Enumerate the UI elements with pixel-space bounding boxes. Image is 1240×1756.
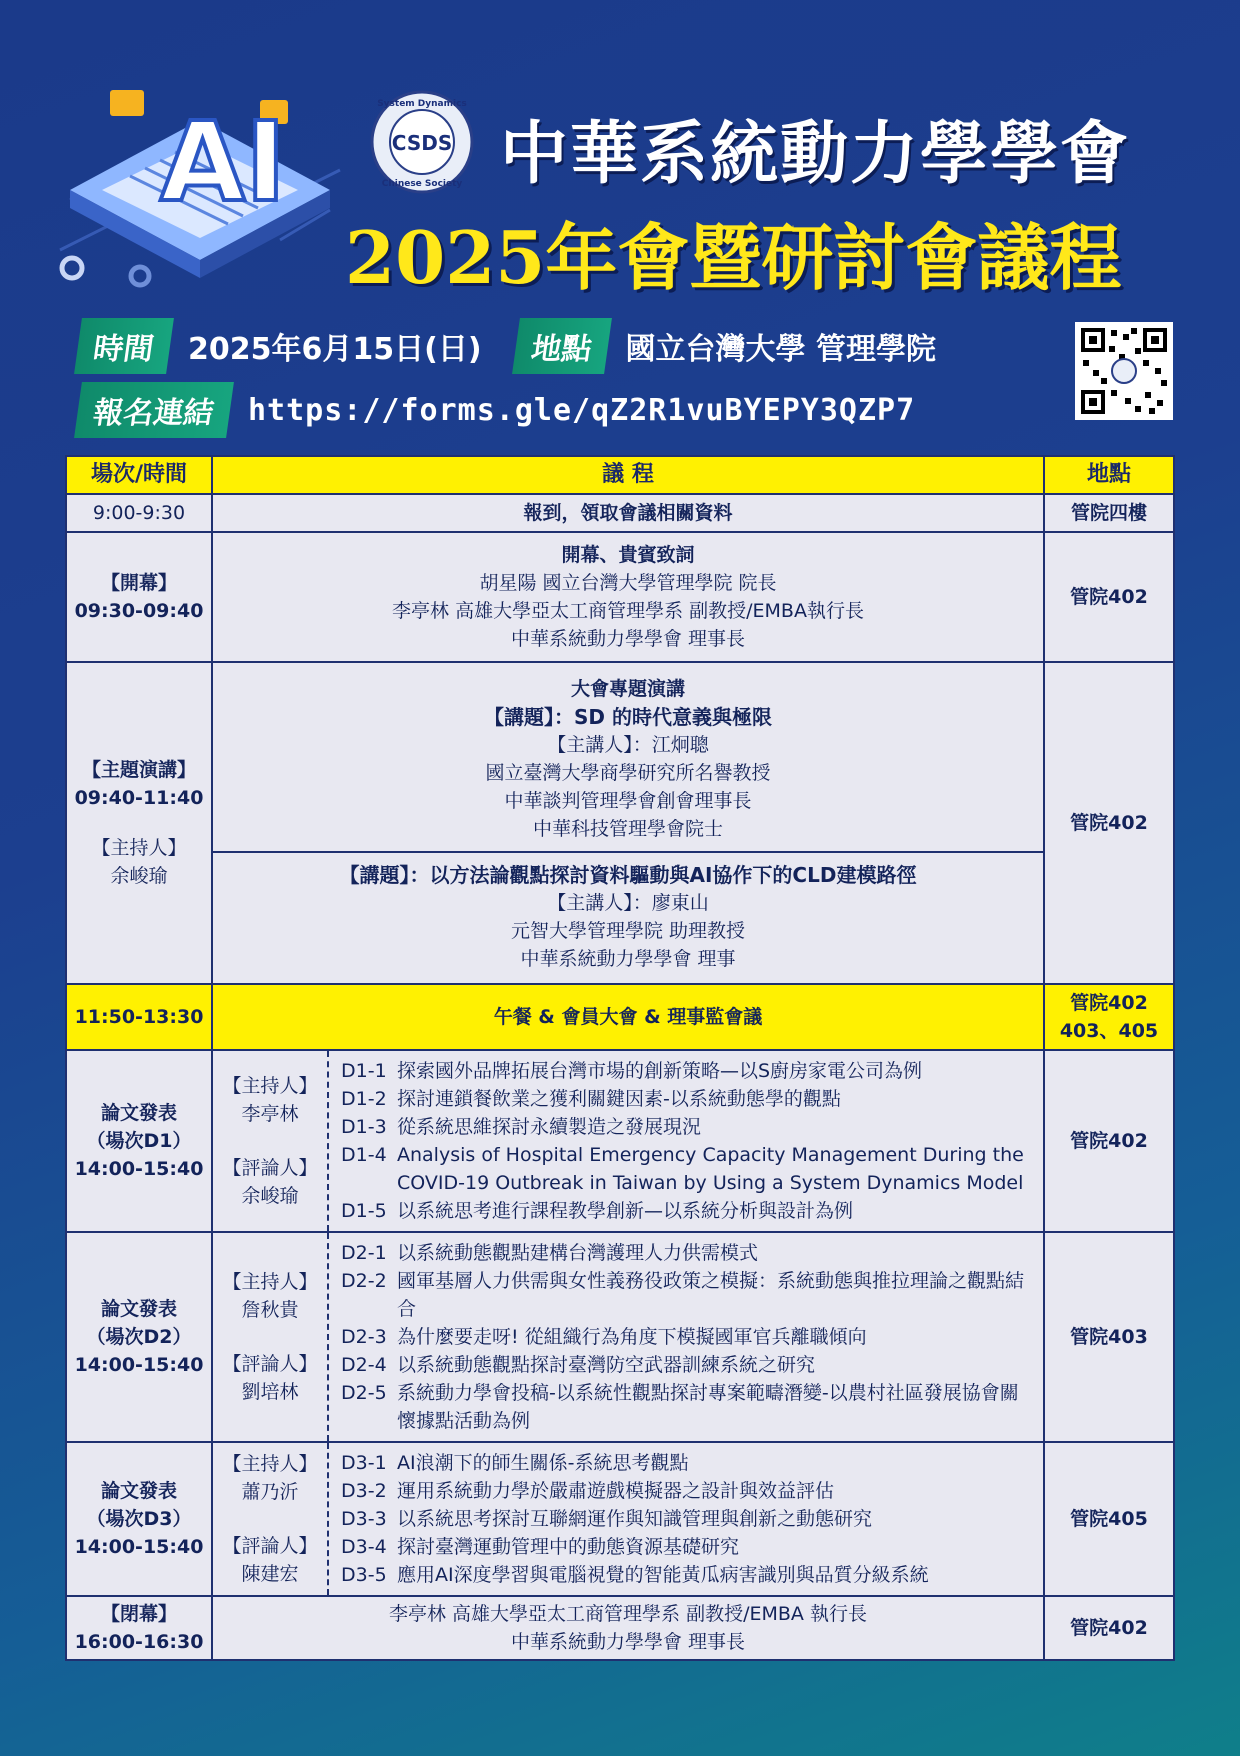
closing-content	[212, 1596, 1044, 1660]
paper-item	[341, 1057, 1035, 1085]
closing-line: 中華系統動力學學會 理事長	[510, 1631, 746, 1653]
paper-item	[341, 1379, 1035, 1435]
session-title: 論文發表	[100, 1480, 177, 1502]
paper-item	[341, 1239, 1035, 1267]
header-place: 地點	[1044, 456, 1174, 494]
time-value: 2025年6月15日(日)	[188, 332, 482, 367]
agenda-table	[65, 455, 1175, 1661]
keynote-line: 中華科技管理學會院士	[532, 818, 723, 840]
paper-code: D1-4	[341, 1144, 387, 1166]
paper-title: 探討連鎖餐飲業之獲利關鍵因素-以系統動態學的觀點	[397, 1088, 841, 1110]
event-title: 2025年會暨研討會議程	[345, 215, 1122, 300]
paper-title: 探索國外品牌拓展台灣市場的創新策略—以S廚房家電公司為例	[397, 1060, 923, 1082]
paper-list	[329, 1233, 1043, 1441]
keynote-host: 余峻瑜	[110, 865, 168, 887]
paper-code: D3-1	[341, 1452, 387, 1474]
place-label: 地點	[512, 318, 612, 374]
host-name: 詹秋貴	[241, 1299, 299, 1321]
table-header-row	[66, 456, 1174, 494]
paper-code: D2-4	[341, 1354, 387, 1376]
paper-list	[329, 1443, 1043, 1595]
paper-item	[341, 1561, 1035, 1589]
host-name: 蕭乃沂	[241, 1481, 299, 1503]
keynote-line: 中華系統動力學學會 理事	[520, 948, 736, 970]
ai-badge-text: AI	[160, 98, 287, 226]
paper-item	[341, 1323, 1035, 1351]
session-time: 14:00-15:40	[74, 1158, 204, 1180]
opening-line: 李亭林 高雄大學亞太工商管理學系 副教授/EMBA執行長	[392, 600, 864, 622]
paper-title: 應用AI深度學習與電腦視覺的智能黃瓜病害識別與品質分級系統	[397, 1564, 929, 1586]
keynote-place: 管院402	[1044, 662, 1174, 984]
table-row-session-d1	[66, 1050, 1174, 1232]
keynote-speaker-2: 【主講人】：廖東山	[547, 892, 709, 914]
keynote-content	[212, 662, 1044, 984]
paper-title: 以系統動態觀點建構台灣護理人力供需模式	[397, 1242, 759, 1264]
session-time-cell	[66, 1232, 212, 1442]
paper-item	[341, 1449, 1035, 1477]
paper-title: 以系統動態觀點探討臺灣防空武器訓練系統之研究	[397, 1354, 816, 1376]
session-roles	[213, 1233, 329, 1441]
session-time-cell	[66, 1050, 212, 1232]
paper-title: 系統動力學會投稿-以系統性觀點探討專案範疇潛變-以農村社區發展協會關懷據點活動為例	[397, 1382, 1019, 1432]
paper-item	[341, 1351, 1035, 1379]
session-roles	[213, 1443, 329, 1595]
table-row-checkin	[66, 494, 1174, 532]
closing-time: 16:00-16:30	[74, 1631, 204, 1653]
paper-item	[341, 1533, 1035, 1561]
paper-code: D3-2	[341, 1480, 387, 1502]
closing-tag: 【閉幕】	[100, 1603, 177, 1625]
paper-title: AI浪潮下的師生關係-系統思考觀點	[397, 1452, 689, 1474]
keynote-time-cell	[66, 662, 212, 984]
paper-code: D1-1	[341, 1060, 387, 1082]
session-title: 論文發表	[100, 1102, 177, 1124]
closing-line: 李亭林 高雄大學亞太工商管理學系 副教授/EMBA 執行長	[389, 1603, 867, 1625]
lunch-content: 午餐 & 會員大會 & 理事監會議	[212, 984, 1044, 1050]
registration-row	[78, 382, 915, 438]
paper-item	[341, 1505, 1035, 1533]
session-time: 14:00-15:40	[74, 1354, 204, 1376]
session-label: （場次D3）	[86, 1508, 192, 1530]
paper-code: D3-5	[341, 1564, 387, 1586]
paper-item	[341, 1197, 1035, 1225]
reviewer-tag: 【評論人】	[222, 1353, 318, 1375]
opening-title: 開幕、貴賓致詞	[561, 544, 695, 566]
paper-code: D2-3	[341, 1326, 387, 1348]
paper-item	[341, 1085, 1035, 1113]
opening-tag: 【開幕】	[100, 572, 177, 594]
csds-logo-ring-bottom: Chinese Society	[381, 179, 463, 189]
session-time-cell	[66, 1442, 212, 1596]
keynote-tag: 【主題演講】	[81, 759, 196, 781]
header-agenda: 議 程	[212, 456, 1044, 494]
paper-item	[341, 1141, 1035, 1197]
opening-time: 09:30-09:40	[74, 600, 204, 622]
host-tag: 【主持人】	[222, 1075, 318, 1097]
session-time: 14:00-15:40	[74, 1536, 204, 1558]
organization-name: 中華系統動力學學會	[500, 114, 1131, 194]
keynote-line: 中華談判管理學會創會理事長	[504, 790, 752, 812]
keynote-talk-1	[213, 663, 1043, 853]
csds-logo-ring-top: System Dynamics	[377, 99, 467, 109]
paper-code: D1-2	[341, 1088, 387, 1110]
paper-title: 運用系統動力學於嚴肅遊戲模擬器之設計與效益評估	[397, 1480, 835, 1502]
paper-item	[341, 1477, 1035, 1505]
paper-title: 為什麼要走呀! 從組織行為角度下模擬國軍官兵離職傾向	[397, 1326, 867, 1348]
paper-code: D2-2	[341, 1270, 387, 1292]
paper-title: 以系統思考探討互聯網運作與知識管理與創新之動態研究	[397, 1508, 873, 1530]
csds-logo-text: CSDS	[391, 131, 453, 155]
paper-title: 以系統思考進行課程教學創新—以系統分析與設計為例	[397, 1200, 854, 1222]
keynote-topic-1: 【講題】：SD 的時代意義與極限	[484, 705, 772, 729]
paper-title: 從系統思維探討永續製造之發展現況	[397, 1116, 702, 1138]
paper-title: Analysis of Hospital Emergency Capacity Management During the COVID-19 Outbreak in Taiwan by Using a System Dynamics Model	[397, 1144, 1024, 1194]
session-label: （場次D2）	[86, 1326, 192, 1348]
keynote-heading: 大會專題演講	[570, 678, 685, 700]
paper-list	[329, 1051, 1043, 1231]
paper-item	[341, 1113, 1035, 1141]
opening-line: 胡星陽 國立台灣大學管理學院 院長	[479, 572, 777, 594]
closing-place: 管院402	[1044, 1596, 1174, 1660]
ai-chip-illustration	[50, 50, 350, 290]
host-name: 李亭林	[241, 1103, 299, 1125]
opening-time-cell	[66, 532, 212, 662]
paper-code: D2-1	[341, 1242, 387, 1264]
paper-code: D1-3	[341, 1116, 387, 1138]
paper-code: D3-4	[341, 1536, 387, 1558]
paper-code: D2-5	[341, 1382, 387, 1404]
keynote-time: 09:40-11:40	[74, 787, 204, 809]
opening-place: 管院402	[1044, 532, 1174, 662]
session-content	[212, 1442, 1044, 1596]
opening-line: 中華系統動力學學會 理事長	[510, 628, 746, 650]
table-row-session-d2	[66, 1232, 1174, 1442]
reviewer-name: 余峻瑜	[241, 1185, 299, 1207]
paper-code: D1-5	[341, 1200, 387, 1222]
checkin-content: 報到，領取會議相關資料	[212, 494, 1044, 532]
keynote-line: 國立臺灣大學商學研究所名譽教授	[485, 762, 771, 784]
lunch-place-line: 403、405	[1059, 1020, 1159, 1042]
session-content	[212, 1232, 1044, 1442]
event-info-row	[78, 318, 936, 374]
lunch-place-line: 管院402	[1070, 992, 1148, 1014]
register-label: 報名連結	[74, 382, 234, 438]
qr-code[interactable]	[1075, 322, 1173, 420]
session-place: 管院405	[1044, 1442, 1174, 1596]
session-title: 論文發表	[100, 1298, 177, 1320]
header-time: 場次/時間	[66, 456, 212, 494]
closing-time-cell	[66, 1596, 212, 1660]
table-row-lunch	[66, 984, 1174, 1050]
paper-item	[341, 1267, 1035, 1323]
session-content	[212, 1050, 1044, 1232]
checkin-place: 管院四樓	[1044, 494, 1174, 532]
table-row-keynote	[66, 662, 1174, 984]
table-row-opening	[66, 532, 1174, 662]
keynote-host-tag: 【主持人】	[91, 837, 187, 859]
opening-content	[212, 532, 1044, 662]
session-place: 管院402	[1044, 1050, 1174, 1232]
paper-code: D3-3	[341, 1508, 387, 1530]
keynote-topic-2: 【講題】：以方法論觀點探討資料驅動與AI協作下的CLD建模路徑	[339, 863, 917, 887]
reviewer-name: 劉培林	[241, 1381, 299, 1403]
table-row-session-d3	[66, 1442, 1174, 1596]
table-row-closing	[66, 1596, 1174, 1660]
paper-title: 探討臺灣運動管理中的動態資源基礎研究	[397, 1536, 740, 1558]
keynote-speaker-1: 【主講人】：江炯聰	[547, 734, 709, 756]
session-place: 管院403	[1044, 1232, 1174, 1442]
keynote-line: 元智大學管理學院 助理教授	[510, 920, 746, 942]
session-label: （場次D1）	[86, 1130, 192, 1152]
lunch-time: 11:50-13:30	[66, 984, 212, 1050]
keynote-talk-2	[213, 853, 1043, 983]
host-tag: 【主持人】	[222, 1453, 318, 1475]
register-link[interactable]: https://forms.gle/qZ2R1vuBYEPY3QZP7	[248, 392, 916, 428]
session-roles	[213, 1051, 329, 1231]
host-tag: 【主持人】	[222, 1271, 318, 1293]
reviewer-tag: 【評論人】	[222, 1535, 318, 1557]
csds-logo	[370, 90, 474, 194]
place-value: 國立台灣大學 管理學院	[625, 332, 936, 367]
paper-title: 國軍基層人力供需與女性義務役政策之模擬：系統動態與推拉理論之觀點結合	[397, 1270, 1025, 1320]
reviewer-tag: 【評論人】	[222, 1157, 318, 1179]
reviewer-name: 陳建宏	[241, 1563, 299, 1585]
checkin-time: 9:00-9:30	[66, 494, 212, 532]
time-label: 時間	[74, 318, 174, 374]
lunch-place	[1044, 984, 1174, 1050]
